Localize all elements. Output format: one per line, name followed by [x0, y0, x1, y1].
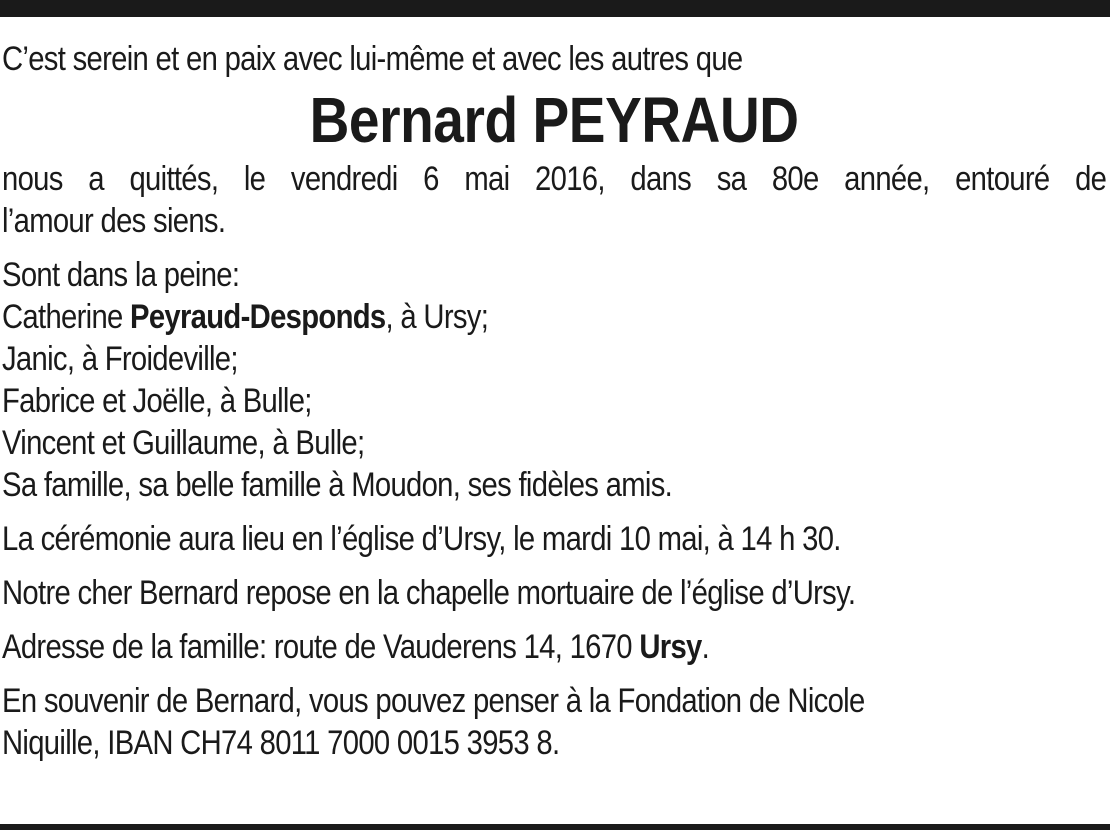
- mourner-family: Sa famille, sa belle famille à Moudon, ses fidèles amis.: [2, 466, 673, 504]
- passing-line-1: nous a quittés, le vendredi 6 mai 2016, dans sa 80e année, entouré de: [2, 160, 1107, 198]
- obituary-notice: [2, 38, 1106, 764]
- passing-paragraph: [2, 158, 1106, 242]
- mourner-fabrice-joelle: Fabrice et Joëlle, à Bulle;: [2, 382, 312, 420]
- donation-paragraph: [2, 680, 1106, 764]
- intro-text: C’est serein et en paix avec lui-même et avec les autres que: [2, 40, 743, 78]
- passing-line-2: l’amour des siens.: [2, 202, 226, 240]
- resting-text: Notre cher Bernard repose en la chapelle mortuaire de l’église d’Ursy.: [2, 574, 856, 612]
- bottom-rule: [0, 824, 1110, 830]
- address-suffix: .: [701, 628, 710, 666]
- address-prefix: Adresse de la famille: route de Vauderens 14, 1670: [2, 628, 640, 666]
- donation-line-2: Niquille, IBAN CH74 8011 7000 0015 3953 8.: [2, 724, 560, 762]
- mourner-place: , à Ursy;: [385, 298, 489, 336]
- mourner-surname: Peyraud-Desponds: [130, 298, 386, 336]
- mourner-catherine: [2, 296, 1106, 338]
- mourner-vincent-guillaume: Vincent et Guillaume, à Bulle;: [2, 424, 365, 462]
- mourners-paragraph: [2, 254, 1106, 506]
- mourner-first-name: Catherine: [2, 298, 131, 336]
- ceremony-text: La cérémonie aura lieu en l’église d’Ursy, le mardi 10 mai, à 14 h 30.: [2, 520, 841, 558]
- address-town: Ursy: [639, 628, 702, 666]
- deceased-name: Bernard PEYRAUD: [309, 84, 799, 156]
- family-address: [2, 626, 1106, 668]
- donation-line-1: En souvenir de Bernard, vous pouvez penser à la Fondation de Nicole: [2, 682, 865, 720]
- mourner-janic: Janic, à Froideville;: [2, 340, 238, 378]
- mourners-heading: Sont dans la peine:: [2, 256, 240, 294]
- top-rule: [0, 0, 1110, 17]
